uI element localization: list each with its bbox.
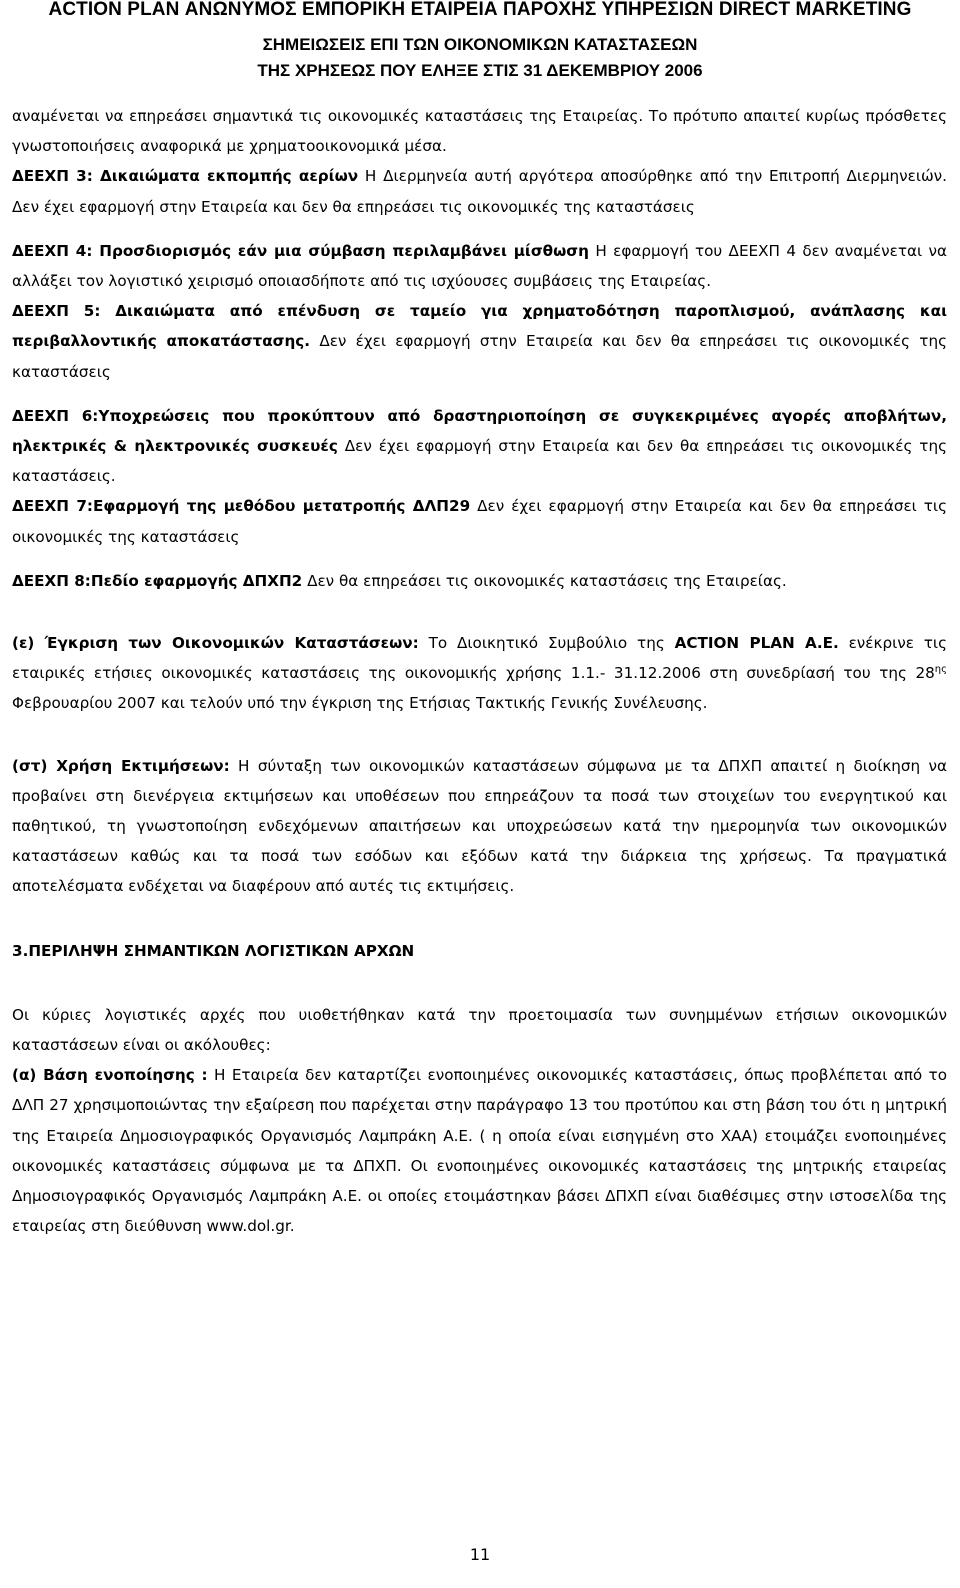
- ordinal-suffix: ης: [934, 664, 947, 676]
- paragraph-text: αναμένεται να επηρεάσει σημαντικά τις οικονομικές καταστάσεις της Εταιρείας. Το πρότυπο απαιτεί κυρίως πρόσθετες γνωστοποιήσεις αναφορικά με χρηματοοικονομικά μέσα.: [12, 107, 947, 156]
- paragraph-text: Η Εταιρεία δεν καταρτίζει ενοποιημένες οικονομικές καταστάσεις, όπως προβλέπεται από το ΔΛΠ 27 χρησιμοποιώντας την εξαίρεση που παρέχεται στην παράγραφο 13 του προτύπου και στη βάση του ότι η μητρική της Εταιρεία Δημοσιογραφικός Οργανισμός Λαμπράκη Α.Ε. ( η οποία είναι εισηγμένη στο ΧΑΑ) ετοιμάζει ενοποιημένες οικονομικές καταστάσεις σύμφωνα με τα ΔΠΧΠ. Οι ενοποιημένες οικονομικές καταστάσεις της μητρικής εταιρείας Δημοσιογραφικός Οργανισμός Λαμπράκη Α.Ε. οι οποίες ετοιμάστηκαν βάσει ΔΠΧΠ είναι διαθέσιμες στην ιστοσελίδα της εταιρείας στη διεύθυνση www.dol.gr.: [12, 1066, 947, 1236]
- paragraph-text: Το Διοικητικό Συμβούλιο της: [418, 634, 675, 653]
- paragraph-heading: ΔΕΕΧΠ 6:Υποχρεώσεις που προκύπτουν από δραστηριοποίηση σε συγκεκριμένες αγορές αποβλήτων, ηλεκτρικές & ηλεκτρονικές συσκευές: [12, 406, 947, 456]
- header-subtitle-notes: ΣΗΜΕΙΩΣΕΙΣ ΕΠΙ ΤΩΝ ΟΙΚΟΝΟΜΙΚΩΝ ΚΑΤΑΣΤΑΣΕΩΝ: [262, 35, 698, 54]
- paragraph-text: Δεν έχει εφαρμογή στην Εταιρεία και δεν θα επηρεάσει τις οικονομικές της καταστάσεις.: [12, 437, 947, 486]
- paragraph-text: Δεν θα επηρεάσει τις οικονομικές καταστάσεις της Εταιρείας.: [302, 571, 787, 590]
- paragraph-intro: [12, 1000, 947, 1060]
- paragraph-ifric-8: [12, 566, 947, 596]
- paragraph-heading: ΔΕΕΧΠ 3: Δικαιώματα εκπομπής αερίων: [12, 167, 359, 186]
- paragraph-ifric-5: [12, 296, 947, 387]
- page-header: [0, 0, 960, 84]
- paragraph-text: Φεβρουαρίου 2007 και τελούν υπό την έγκριση της Ετήσιας Τακτικής Γενικής Συνέλευσης.: [12, 694, 708, 713]
- paragraph-heading: ΔΕΕΧΠ 4: Προσδιορισμός εάν μια σύμβαση περιλαμβάνει μίσθωση: [12, 241, 589, 260]
- paragraph-heading: ΔΕΕΧΠ 8:Πεδίο εφαρμογής ΔΠΧΠ2: [12, 571, 303, 590]
- paragraph-ifric-6: [12, 401, 947, 492]
- paragraph-heading: (α) Βάση ενοποίησης :: [12, 1066, 208, 1085]
- paragraph-heading: ΔΕΕΧΠ 7:Εφαρμογή της μεθόδου μετατροπής ΔΛΠ29: [12, 497, 471, 516]
- paragraph-text: Οι κύριες λογιστικές αρχές που υιοθετήθηκαν κατά την προετοιμασία των συνημμένων ετήσιων οικονομικών καταστάσεων είναι οι ακόλουθες:: [12, 1005, 947, 1055]
- section-title-text: 3.ΠΕΡΙΛΗΨΗ ΣΗΜΑΝΤΙΚΩΝ ΛΟΓΙΣΤΙΚΩΝ ΑΡΧΩΝ: [12, 941, 415, 960]
- paragraph-approval: [12, 628, 947, 719]
- paragraph-text: ενέκρινε τις εταιρικές ετήσιες οικονομικές καταστάσεις της οικονομικής χρήσης 1.1.- 31.12.2006 στη συνεδρίασή του της 28: [12, 634, 947, 683]
- section-title: [12, 936, 947, 966]
- paragraph-consolidation: [12, 1060, 947, 1241]
- paragraph-text: Η εφαρμογή του ΔΕΕΧΠ 4 δεν αναμένεται να αλλάξει τον λογιστικό χειρισμό οποιασδήποτε από τις ισχύουσες συμβάσεις της Εταιρείας.: [12, 241, 947, 291]
- paragraph-text: Η Διερμηνεία αυτή αργότερα αποσύρθηκε από την Επιτροπή Διερμηνειών. Δεν έχει εφαρμογή στην Εταιρεία και δεν θα επηρεάσει τις οικονομικές της καταστάσεις: [12, 167, 947, 216]
- company-name: ACTION PLAN ΑΝΩΝΥΜΟΣ ΕΜΠΟΡΙΚΗ ΕΤΑΙΡΕΙΑ ΠΑΡΟΧΗΣ ΥΠΗΡΕΣΙΩΝ DIRECT MARKETING: [48, 0, 912, 20]
- company-short-name: ACTION PLAN Α.Ε.: [674, 634, 839, 653]
- paragraph-text: Η σύνταξη των οικονομικών καταστάσεων σύμφωνα με τα ΔΠΧΠ απαιτεί η διοίκηση να προβαίνει στη διενέργεια εκτιμήσεων και υποθέσεων που επηρεάζουν τα ποσά των στοιχείων του ενεργητικού και παθητικού, τη γνωστοποίηση ενδεχόμενων απαιτήσεων και υποχρεώσεων κατά την ημερομηνία των οικονομικών καταστάσεων καθώς και τα ποσά των εσόδων και εξόδων κατά την διάρκεια της χρήσεως. Τα πραγματικά αποτελέσματα ενδέχεται να διαφέρουν από αυτές τις εκτιμήσεις.: [12, 756, 947, 896]
- document-body: [12, 101, 947, 1242]
- paragraph-heading: (ε) Έγκριση των Οικονομικών Καταστάσεων:: [12, 634, 419, 653]
- header-subtitle-period: ΤΗΣ ΧΡΗΣΕΩΣ ΠΟΥ ΕΛΗΞΕ ΣΤΙΣ 31 ΔΕΚΕΜΒΡΙΟΥ 2006: [257, 61, 703, 80]
- paragraph-heading: ΔΕΕΧΠ 5: Δικαιώματα από επένδυση σε ταμείο για χρηματοδότηση παροπλισμού, ανάπλασης και περιβαλλοντικής αποκατάστασης.: [12, 302, 947, 351]
- page-number: 11: [469, 1545, 491, 1564]
- paragraph-continuation: [12, 101, 947, 161]
- paragraph-ifric-3: [12, 161, 947, 221]
- paragraph-ifric-7: [12, 491, 947, 551]
- paragraph-text: Δεν έχει εφαρμογή στην Εταιρεία και δεν θα επηρεάσει τις οικονομικές της καταστάσεις: [12, 332, 947, 381]
- paragraph-estimates: [12, 751, 947, 902]
- paragraph-ifric-4: [12, 236, 947, 296]
- paragraph-text: Δεν έχει εφαρμογή στην Εταιρεία και δεν θα επηρεάσει τις οικονομικές της καταστάσεις: [12, 497, 947, 546]
- paragraph-heading: (στ) Χρήση Εκτιμήσεων:: [12, 756, 230, 775]
